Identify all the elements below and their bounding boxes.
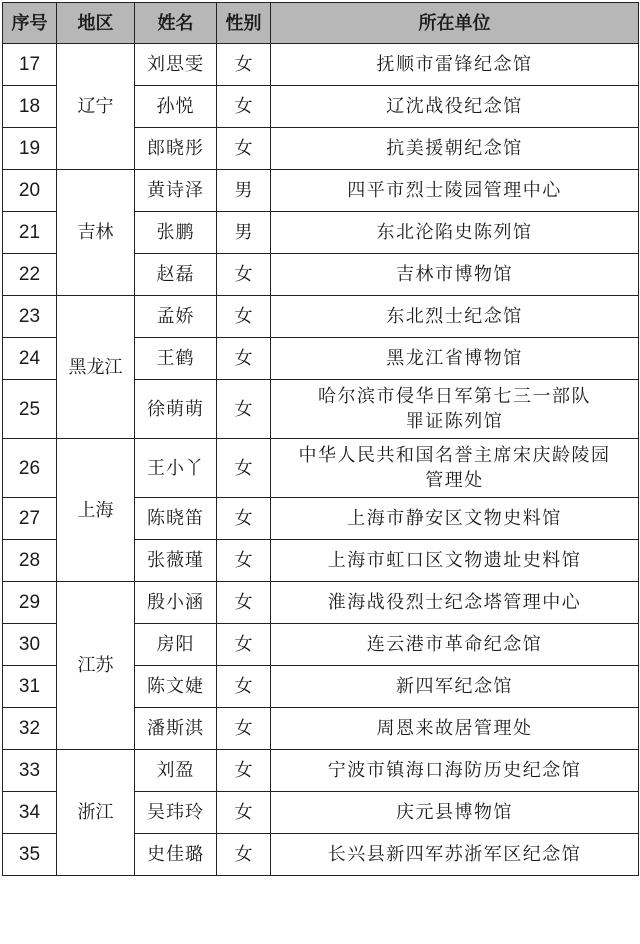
row-num: 19 [3, 128, 57, 170]
unit-cell [271, 128, 639, 170]
unit-line: 抗美援朝纪念馆 [386, 138, 523, 159]
unit-line: 东北沦陷史陈列馆 [376, 222, 533, 243]
header-row [3, 3, 639, 44]
table-row [3, 439, 639, 498]
header-unit: 所在单位 [271, 3, 639, 44]
header-region: 地区 [57, 3, 135, 44]
region-cell: 浙江 [57, 750, 135, 876]
row-num: 20 [3, 170, 57, 212]
unit-line: 长兴县新四军苏浙军区纪念馆 [327, 844, 582, 865]
unit-cell [271, 380, 639, 439]
unit-line: 哈尔滨市侵华日军第七三一部队 [318, 386, 591, 407]
row-num: 34 [3, 792, 57, 834]
region-cell: 辽宁 [57, 44, 135, 170]
row-num: 27 [3, 498, 57, 540]
row-num: 33 [3, 750, 57, 792]
gender-cell: 女 [217, 254, 271, 296]
unit-line: 中华人民共和国名誉主席宋庆龄陵园 [298, 445, 611, 466]
region-cell: 江苏 [57, 582, 135, 750]
gender-cell: 女 [217, 44, 271, 86]
unit-cell [271, 540, 639, 582]
unit-cell [271, 498, 639, 540]
gender-cell: 男 [217, 212, 271, 254]
person-name: 孙悦 [135, 86, 217, 128]
person-name: 殷小涵 [135, 582, 217, 624]
unit-line: 上海市静安区文物史料馆 [347, 508, 562, 529]
gender-cell: 女 [217, 708, 271, 750]
gender-cell: 女 [217, 624, 271, 666]
unit-line: 庆元县博物馆 [396, 802, 513, 823]
person-name: 吴玮玲 [135, 792, 217, 834]
region-cell: 上海 [57, 439, 135, 582]
unit-cell [271, 44, 639, 86]
unit-cell [271, 439, 639, 498]
unit-line: 抚顺市雷锋纪念馆 [376, 54, 533, 75]
unit-line: 上海市虹口区文物遗址史料馆 [327, 550, 582, 571]
person-name: 王鹤 [135, 338, 217, 380]
unit-line: 新四军纪念馆 [396, 676, 513, 697]
gender-cell: 女 [217, 296, 271, 338]
row-num: 26 [3, 439, 57, 498]
person-name: 郎晓彤 [135, 128, 217, 170]
gender-cell: 女 [217, 750, 271, 792]
unit-cell [271, 254, 639, 296]
row-num: 31 [3, 666, 57, 708]
unit-cell [271, 750, 639, 792]
gender-cell: 女 [217, 666, 271, 708]
row-num: 18 [3, 86, 57, 128]
region-cell: 黑龙江 [57, 296, 135, 439]
table-row [3, 296, 639, 338]
unit-cell [271, 624, 639, 666]
unit-cell [271, 666, 639, 708]
person-name: 张鹏 [135, 212, 217, 254]
person-name: 史佳璐 [135, 834, 217, 876]
unit-line: 黑龙江省博物馆 [386, 348, 523, 369]
gender-cell: 女 [217, 338, 271, 380]
unit-line: 管理处 [425, 470, 484, 491]
unit-cell [271, 170, 639, 212]
row-num: 30 [3, 624, 57, 666]
unit-line: 罪证陈列馆 [405, 411, 504, 432]
unit-cell [271, 296, 639, 338]
header-name: 姓名 [135, 3, 217, 44]
gender-cell: 女 [217, 498, 271, 540]
unit-line: 连云港市革命纪念馆 [366, 634, 543, 655]
row-num: 23 [3, 296, 57, 338]
staff-table [2, 2, 639, 876]
person-name: 徐萌萌 [135, 380, 217, 439]
table-row [3, 44, 639, 86]
unit-line: 四平市烈士陵园管理中心 [347, 180, 562, 201]
table-row [3, 750, 639, 792]
person-name: 陈晓笛 [135, 498, 217, 540]
row-num: 35 [3, 834, 57, 876]
unit-line: 吉林市博物馆 [396, 264, 513, 285]
gender-cell: 女 [217, 834, 271, 876]
person-name: 房阳 [135, 624, 217, 666]
gender-cell: 女 [217, 792, 271, 834]
row-num: 21 [3, 212, 57, 254]
row-num: 17 [3, 44, 57, 86]
unit-cell [271, 708, 639, 750]
unit-line: 周恩来故居管理处 [376, 718, 533, 739]
table-row [3, 170, 639, 212]
gender-cell: 女 [217, 439, 271, 498]
person-name: 赵磊 [135, 254, 217, 296]
table-row [3, 582, 639, 624]
person-name: 王小丫 [135, 439, 217, 498]
row-num: 24 [3, 338, 57, 380]
row-num: 22 [3, 254, 57, 296]
unit-line: 东北烈士纪念馆 [386, 306, 523, 327]
row-num: 25 [3, 380, 57, 439]
unit-line: 淮海战役烈士纪念塔管理中心 [327, 592, 582, 613]
row-num: 28 [3, 540, 57, 582]
unit-cell [271, 212, 639, 254]
person-name: 黄诗泽 [135, 170, 217, 212]
gender-cell: 女 [217, 128, 271, 170]
gender-cell: 女 [217, 86, 271, 128]
person-name: 陈文婕 [135, 666, 217, 708]
unit-cell [271, 582, 639, 624]
region-cell: 吉林 [57, 170, 135, 296]
unit-line: 宁波市镇海口海防历史纪念馆 [327, 760, 582, 781]
person-name: 张薇瑾 [135, 540, 217, 582]
table-body [3, 44, 639, 876]
header-num: 序号 [3, 3, 57, 44]
person-name: 刘思雯 [135, 44, 217, 86]
person-name: 刘盈 [135, 750, 217, 792]
row-num: 29 [3, 582, 57, 624]
unit-cell [271, 792, 639, 834]
unit-line: 辽沈战役纪念馆 [386, 96, 523, 117]
row-num: 32 [3, 708, 57, 750]
gender-cell: 男 [217, 170, 271, 212]
header-gender: 性别 [217, 3, 271, 44]
unit-cell [271, 338, 639, 380]
person-name: 孟娇 [135, 296, 217, 338]
gender-cell: 女 [217, 540, 271, 582]
gender-cell: 女 [217, 582, 271, 624]
unit-cell [271, 834, 639, 876]
person-name: 潘斯淇 [135, 708, 217, 750]
unit-cell [271, 86, 639, 128]
gender-cell: 女 [217, 380, 271, 439]
